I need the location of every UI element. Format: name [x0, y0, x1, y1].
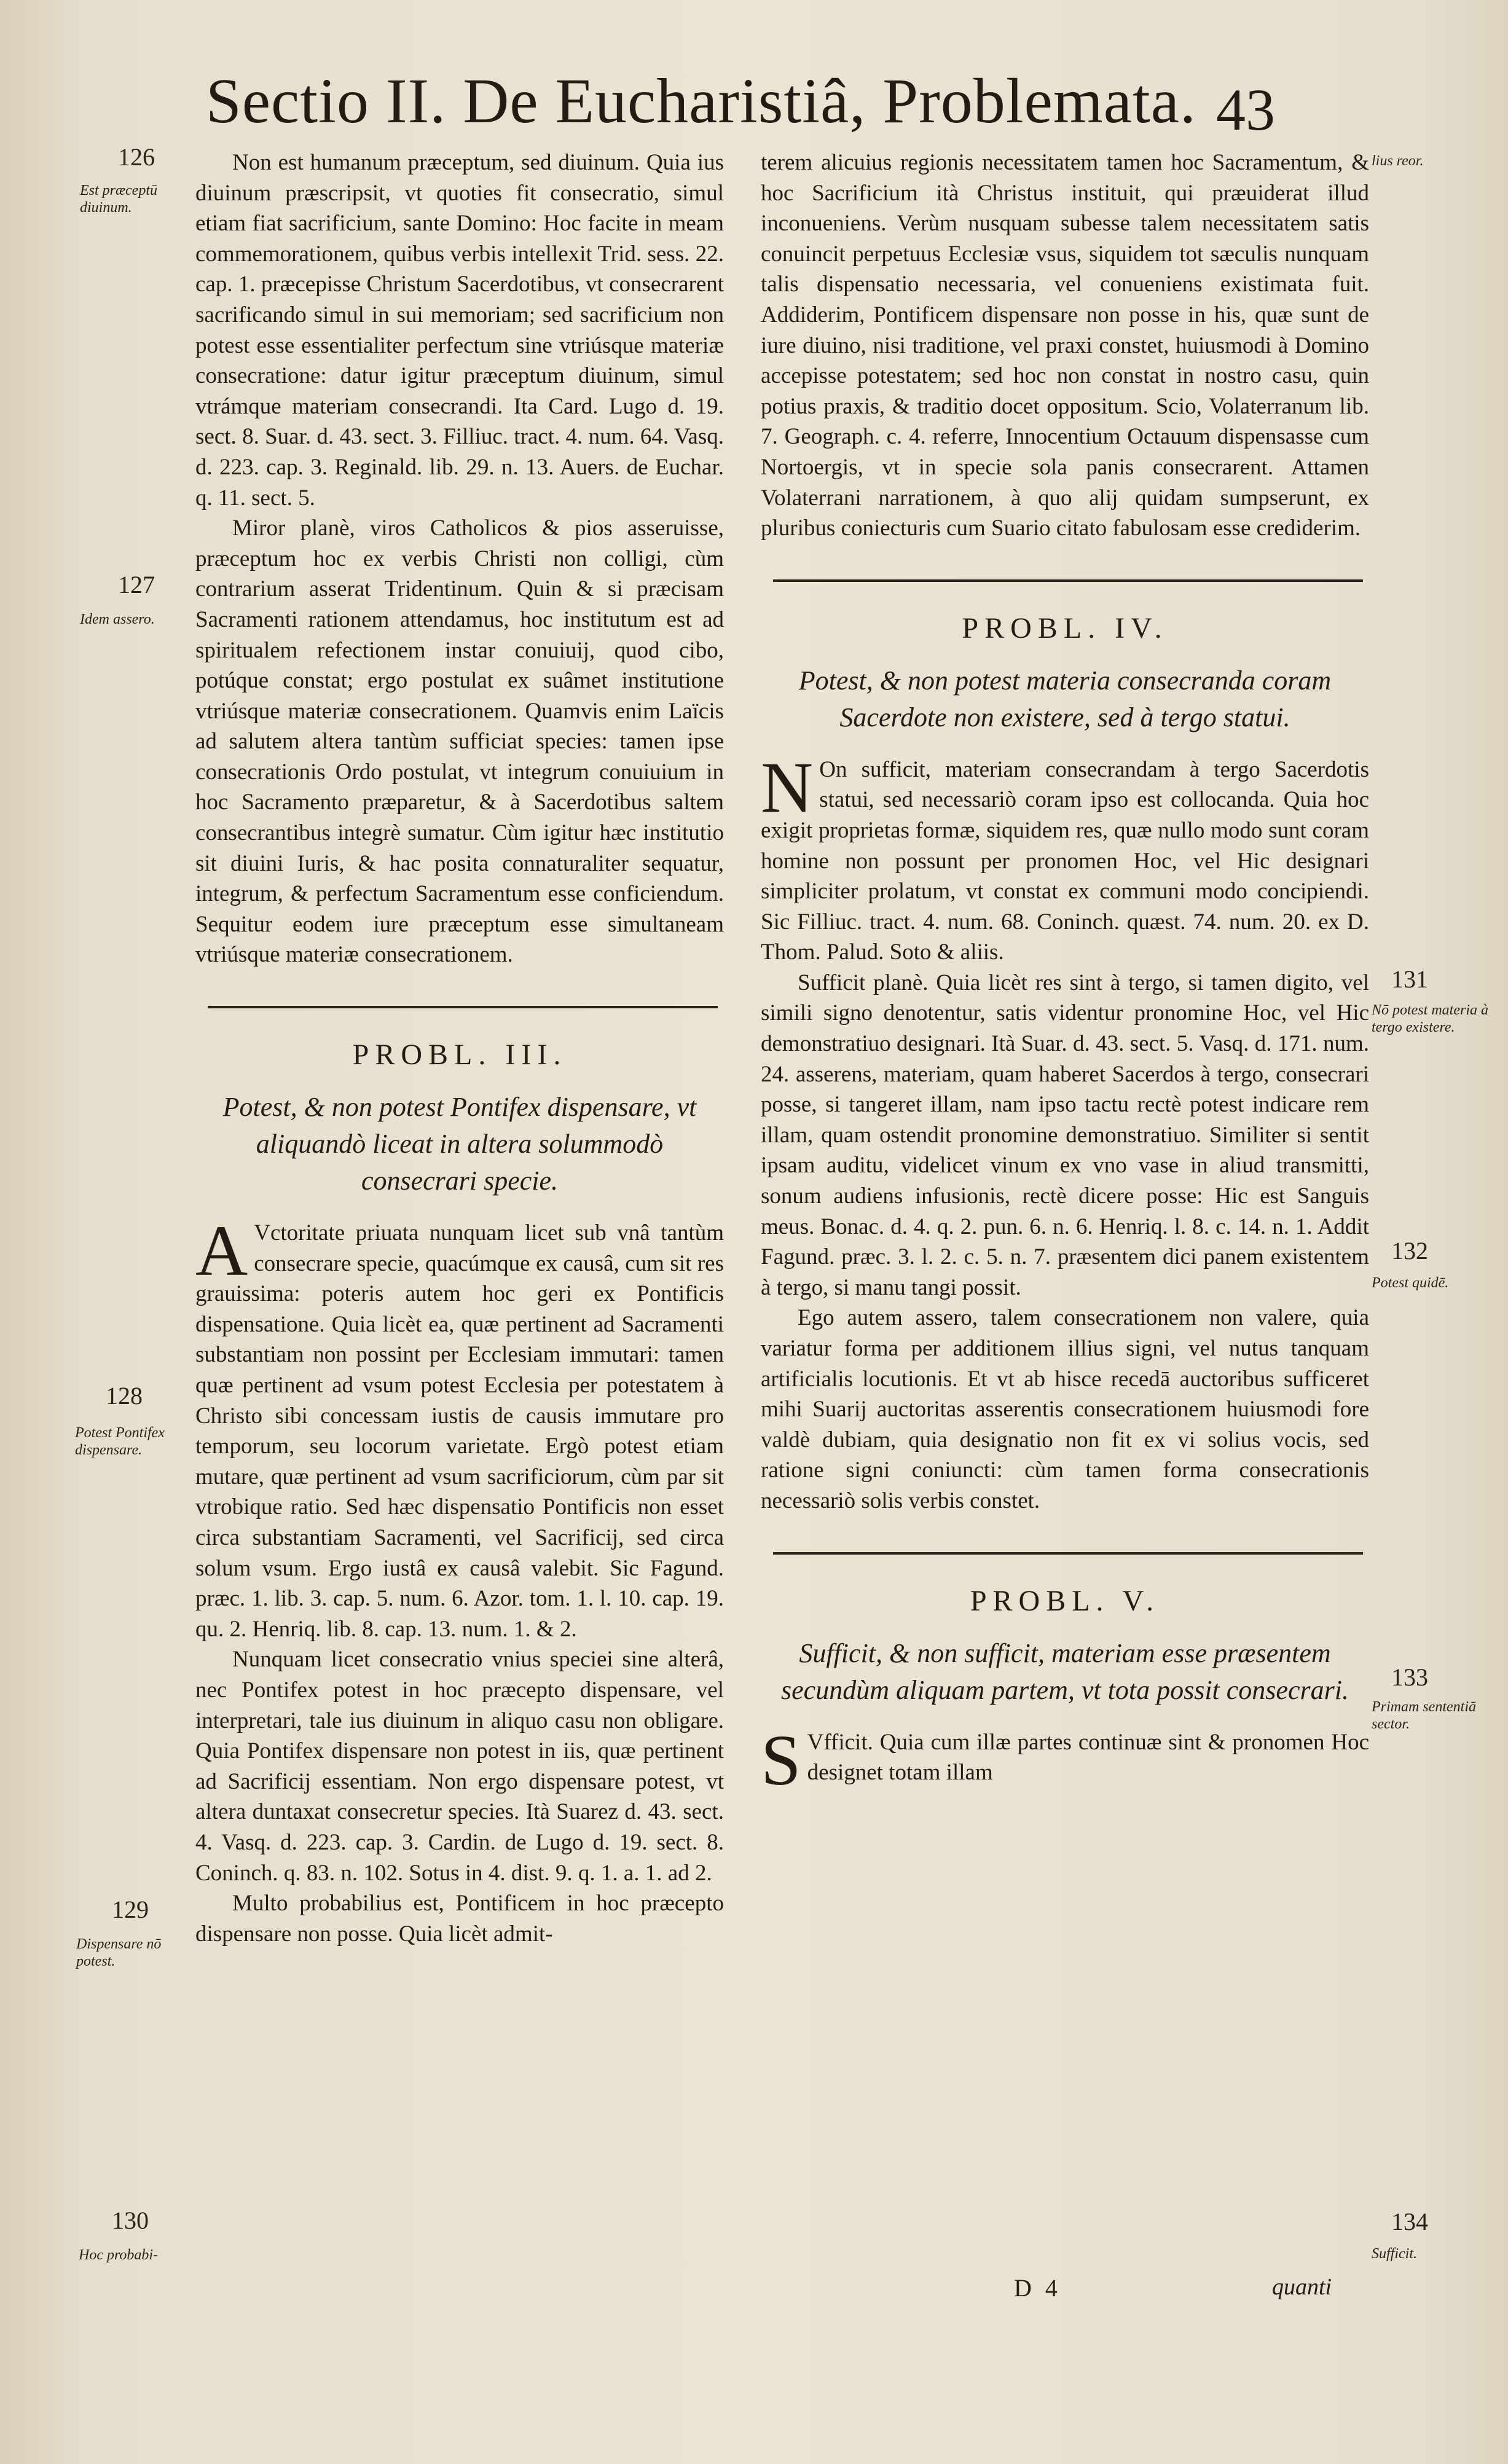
section-rule: [773, 579, 1363, 582]
paragraph-134-text: Vfficit. Quia cum illæ partes continuæ sint & pronomen Hoc designet totam illam: [807, 1729, 1369, 1786]
drop-capital: N: [761, 747, 814, 828]
margin-note: Potest Pontifex dispensare.: [75, 1425, 165, 1458]
problem-3-subtitle: Potest, & non potest Pontifex dispensare, vt aliquandò liceat in altera solummodò consecrari specie.: [222, 1092, 697, 1196]
page-number: 43: [1216, 77, 1275, 143]
margin-number: 131: [1391, 965, 1428, 993]
catchword: quanti: [1272, 2274, 1332, 2300]
paragraph-128-text: Vctoritate priuata nunquam licet sub vnâ tantùm consecrare specie, quacúmque ex causâ, cum sit res grauissima: poteris autem hoc geri ex Pontificis dispensatione. Quia licèt ea, quæ pertinent ad Sacramenti substantiam non possint per Ecclesiam immutari: tamen quæ pertinent ad vsum potest Ecclesia per potestatem à Christo sibi concessam iustis de causis immutare pro temporum, seu locorum varietate. Ergò potest etiam mutare, quæ pertinent ad vsum sacrificiorum, cùm par sit vtrobique ratio. Sed hæc dispensatio Pontificis non esset circa substantiam Sacramenti, vel Sacrificij, sed circa solum vsum. Ergo iustâ ex causâ valebit. Sic Fagund. præc. 1. lib. 3. cap. 5. num. 6. Azor. tom. 1. l. 10. cap. 19. qu. 2. Henriq. lib. 8. cap. 13. num. 1. & 2.: [195, 1220, 724, 1642]
section-rule: [208, 1006, 718, 1008]
right-column: [761, 147, 1369, 1800]
margin-number: 126: [118, 143, 155, 171]
margin-number: 134: [1391, 2208, 1428, 2235]
margin-note: Nō potest materia à tergo existere.: [1372, 1002, 1488, 1035]
signature-mark: D 4: [1014, 2274, 1061, 2302]
margin-note: Dispensare nō potest.: [76, 1936, 162, 1969]
margin-number: 129: [112, 1896, 149, 1923]
problem-4-subtitle: Potest, & non potest materia consecranda coram Sacerdote non existere, sed à tergo statui.: [798, 665, 1332, 732]
left-column: [195, 147, 724, 1949]
margin-note: Est præceptū diuinum.: [80, 182, 157, 216]
section-rule: [773, 1552, 1363, 1555]
margin-number: 133: [1391, 1663, 1428, 1691]
problem-3-heading: PROBL. III.: [352, 1038, 567, 1072]
paragraph-129: Nunquam licet consecratio vnius speciei sine alterâ, nec Pontifex potest in hoc præcepto dispensare, vel interpretari, tale ius diuinum in aliquo casu non obligare. Quia Pontifex dispensare non potest in iis, quæ pertinent ad Sacrificij essentiam. Non ergo dispensare potest, vt altera duntaxat consecretur species. Ità Suarez d. 43. sect. 4. Vasq. d. 223. cap. 3. Cardin. de Lugo d. 19. sect. 8. Coninch. q. 83. n. 102. Sotus in 4. dist. 9. q. 1. a. 1. ad 2.: [195, 1647, 724, 1886]
paragraph-134: [761, 1719, 1369, 1800]
paragraph-133: Ego autem assero, talem consecrationem non valere, quia variatur forma per additionem illius signi, vel nutus tanquam artificialis locutionis. Et vt ab hisce recedā auctoribus sufficeret mihi Suarij auctoritas asserentis consecrationem huiusmodi fore valdè dubiam, quia designatio non fit ex vi solius vocis, sed ratione signi coniuncti: cùm tamen forma consecrationis necessariò solis verbis constet.: [761, 1305, 1369, 1513]
running-title: Sectio II. De Eucharistiâ, Problemata.: [206, 66, 1196, 136]
running-header: [206, 65, 1275, 144]
margin-number: 132: [1391, 1237, 1428, 1265]
margin-number: 127: [118, 571, 155, 598]
paragraph-131: [761, 747, 1369, 968]
paragraph-130-continued: terem alicuius regionis necessitatem tamen hoc Sacramentum, & hoc Sacrificium ità Christus instituit, qui præuiderat illud inconueniens. Verùm nusquam subesse talem necessitatem satis conuincit perpetuus Ecclesiæ vsus, siquidem tot sæculis nunquam talis dispensatio necessaria, vel conueniens existimata fuit. Addiderim, Pontificem dispensare non posse in his, quæ sunt de iure diuino, nisi traditione, vel praxi constet, huiusmodi à Domino accepisse potestatem; sed hoc non constat in nostro casu, quin potius praxis, & traditio docet oppositum. Scio, Volaterranum lib. 7. Geograph. c. 4. referre, Innocentium Octauum dispensasse cum Nortoergis, vt in specie sola panis consecrarent. Attamen Volaterrani narrationem, à quo alij quidam sumpserunt, ex pluribus coniecturis cum Suario citato fabulosam esse crediderim.: [761, 150, 1369, 541]
margin-note: Hoc probabi-: [79, 2247, 159, 2263]
margin-note: Primam sententiā sector.: [1372, 1699, 1476, 1732]
problem-5-heading: PROBL. V.: [970, 1584, 1160, 1617]
problem-5-subtitle: Sufficit, & non sufficit, materiam esse præsentem secundùm aliquam partem, vt tota possit consecrari.: [781, 1638, 1349, 1705]
margin-number: 128: [106, 1382, 143, 1410]
drop-capital: A: [195, 1210, 248, 1292]
drop-capital: S: [761, 1719, 801, 1800]
paragraph-132: Sufficit planè. Quia licèt res sint à tergo, si tamen digito, vel simili signo denotentur, satis videntur pronomine Hoc, vel Hic demonstratiuo designari. Ità Suar. d. 43. sect. 5. Vasq. d. 171. num. 24. asserens, materiam, quam haberet Sacerdos à tergo, consecrari posse, si tangeret illam, nam ipso tactu rectè potest indicare rem illam, quam ostendit pronomine demonstratiuo. Similiter si sentit ipsam auditu, videlicet vinum ex vno vase in aliud transmitti, sonum audiens infusionis, rectè dicere posse: Hic est Sanguis meus. Bonac. d. 4. q. 2. pun. 6. n. 6. Henriq. l. 8. c. 14. n. 1. Addit Fagund. præc. 3. l. 2. c. 5. n. 7. præsentem dici panem existentem à tergo, si manu tangi possit.: [761, 970, 1369, 1300]
paragraph-131-text: On sufficit, materiam consecrandam à tergo Sacerdotis statui, sed necessariò coram ipso est collocanda. Quia hoc exigit proprietas formæ, siquidem res, quæ nullo modo sunt coram homine non possunt per pronomen Hoc, vel Hic designari simpliciter prolatum, vt constat ex communi modo concipiendi. Sic Filliuc. tract. 4. num. 68. Coninch. quæst. 74. num. 20. ex D. Thom. Palud. Soto & aliis.: [761, 756, 1369, 965]
margin-note: Sufficit.: [1372, 2246, 1417, 2262]
margin-note: lius reor.: [1372, 153, 1424, 169]
margin-number: 130: [112, 2207, 149, 2234]
paragraph-127: Miror planè, viros Catholicos & pios asseruisse, præceptum hoc ex verbis Christi non colligi, cùm contrarium asserat Tridentinum. Quin & si præcisam Sacramenti rationem attendamus, hoc institutum est ad spiritualem refectionem instar conuiuij, quod cibo, potúque constat; ergo postulat ex suâmet institutione vtriúsque materiæ consecrationem. Quamvis enim Laïcis ad salutem altera tantùm sufficiat species: tamen ipse consecrationis Ordo postulat, vt integrum conuiuium in hoc Sacramento præparetur, & à Sacerdotibus saltem consecrantibus integrè sumatur. Cùm igitur hæc institutio sit diuini Iuris, & hac posita connaturaliter sequatur, integrum, & perfectum Sacramentum esse conficiendum. Sequitur eodem iure præceptum esse simultaneam vtriúsque materiæ consecrationem.: [195, 516, 724, 968]
margin-note: Idem assero.: [80, 611, 155, 627]
problem-4-heading: PROBL. IV.: [962, 611, 1168, 645]
paragraph-128: [195, 1210, 724, 1644]
paragraph-126: Non est humanum præceptum, sed diuinum. Quia ius diuinum præscripsit, vt quoties fit consecratio, simul etiam fiat sacrificium, sante Domino: Hoc facite in meam commemorationem, quibus verbis intellexit Trid. sess. 22. cap. 1. præcepisse Christum Sacerdotibus, vt consecrarent sacrificando simul in sui memoriam; sed sacrificium non potest esse essentialiter perfectum sine vtriúsque materiæ consecratione: datur igitur præceptum diuinum, simul vtrámque materiam consecrandi. Ita Card. Lugo d. 19. sect. 8. Suar. d. 43. sect. 3. Filliuc. tract. 4. num. 64. Vasq. d. 223. cap. 3. Reginald. lib. 29. n. 13. Auers. de Euchar. q. 11. sect. 5.: [195, 150, 725, 511]
margin-note: Potest quidē.: [1372, 1275, 1449, 1291]
paragraph-130: Multo probabilius est, Pontificem in hoc præcepto dispensare non posse. Quia licèt admit-: [195, 1891, 724, 1947]
